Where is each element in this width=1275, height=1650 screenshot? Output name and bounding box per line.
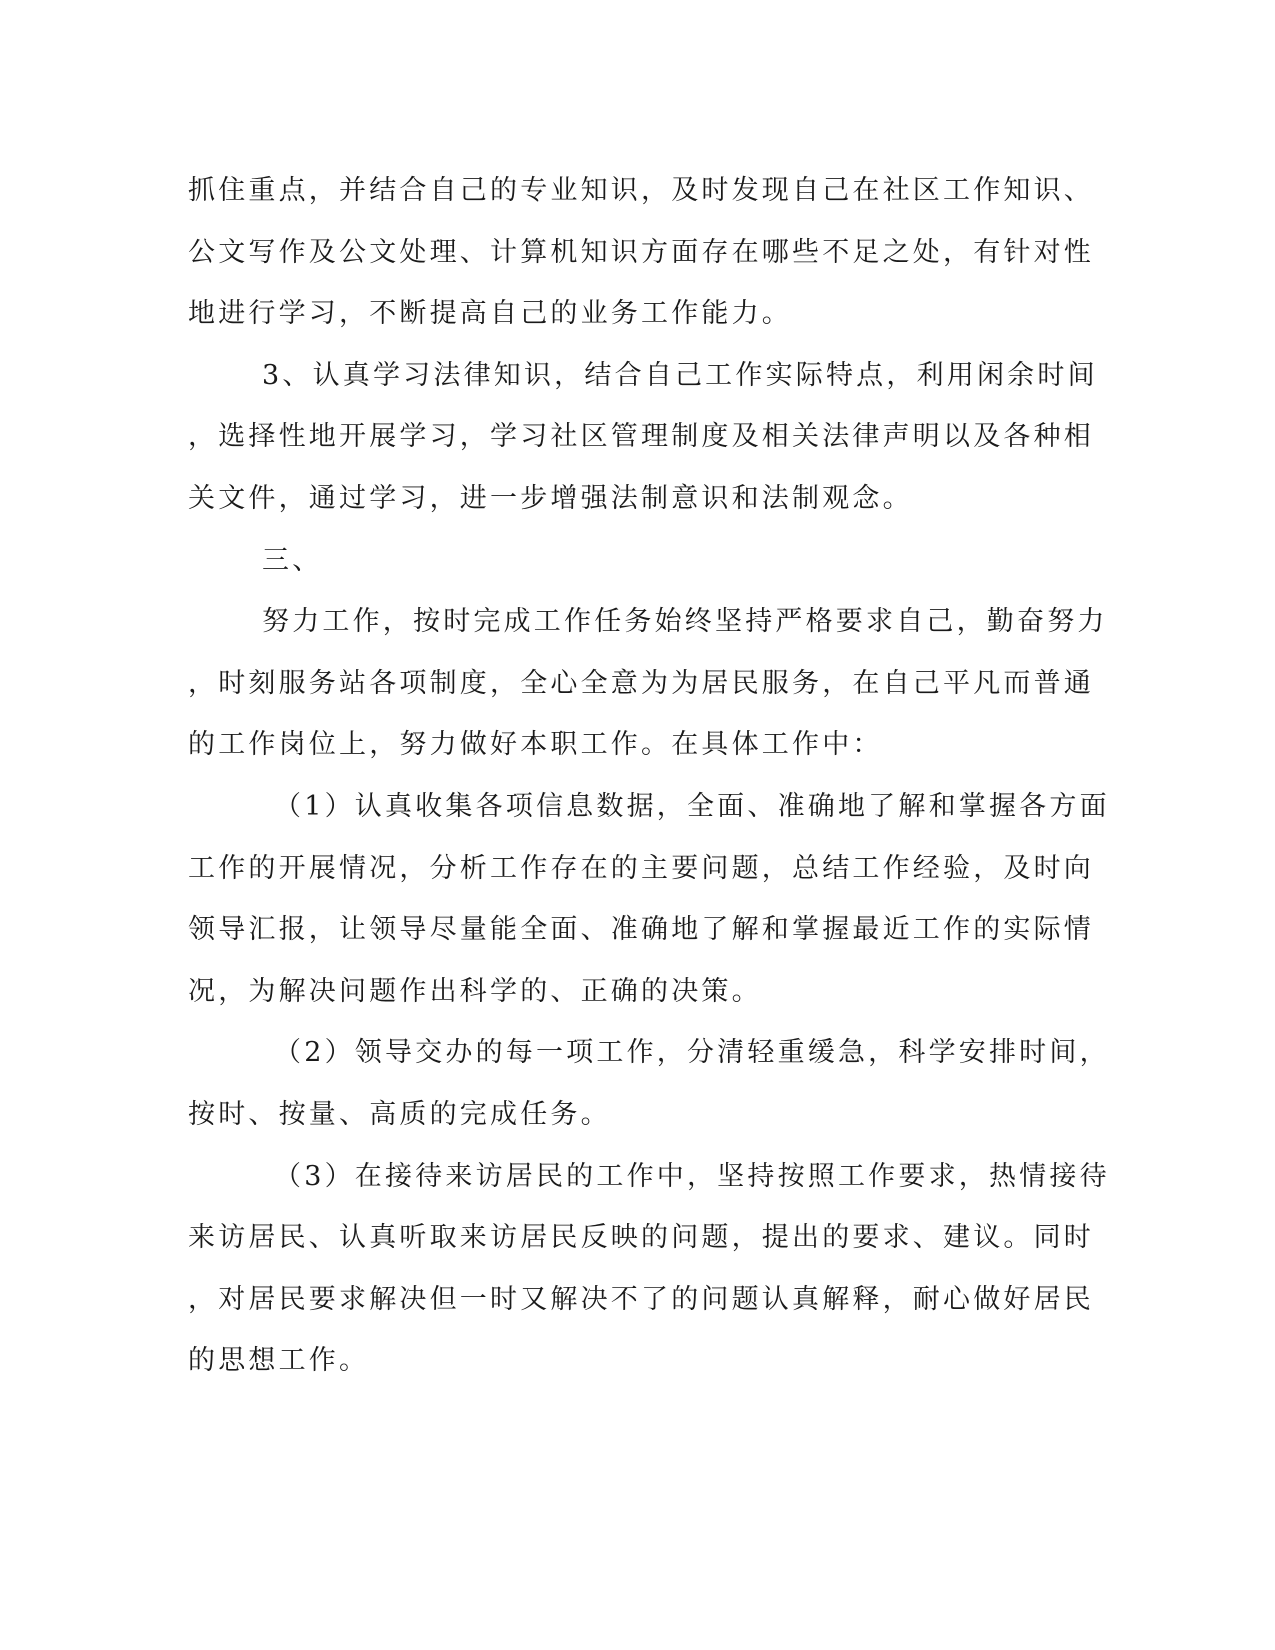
text-line: 况，为解决问题作出科学的、正确的决策。 [188,975,762,1007]
text-line: 的工作岗位上，努力做好本职工作。在具体工作中： [188,729,883,761]
text-line: 的思想工作。 [188,1345,370,1377]
paragraph-3-start: 3、认真学习法律知识，结合自己工作实际特点，利用闲余时间 [262,359,1098,391]
list-item-2-start: （2）领导交办的每一项工作，分清轻重缓急，科学安排时间， [274,1037,1110,1069]
document-body [188,160,1110,1392]
text-line: 工作的开展情况，分析工作存在的主要问题，总结工作经验，及时向 [188,852,1094,884]
text-line: 来访居民、认真听取来访居民反映的问题，提出的要求、建议。同时 [188,1222,1094,1254]
text-line: ，选择性地开展学习，学习社区管理制度及相关法律声明以及各种相 [188,421,1094,453]
text-line: ，时刻服务站各项制度，全心全意为为居民服务，在自己平凡而普通 [188,667,1094,699]
list-item-3-start: （3）在接待来访居民的工作中，坚持按照工作要求，热情接待 [274,1160,1110,1192]
text-line: 抓住重点，并结合自己的专业知识，及时发现自己在社区工作知识、 [188,175,1094,206]
paragraph-work-start: 努力工作，按时完成工作任务始终坚持严格要求自己，勤奋努力 [262,606,1108,638]
text-line: 关文件，通过学习，进一步增强法制意识和法制观念。 [188,482,913,514]
list-item-1-start: （1）认真收集各项信息数据，全面、准确地了解和掌握各方面 [274,790,1110,822]
text-line: 按时、按量、高质的完成任务。 [188,1098,611,1130]
text-line: 公文写作及公文处理、计算机知识方面存在哪些不足之处，有针对性 [188,236,1094,268]
section-heading-three: 三、 [262,544,323,576]
text-line: 领导汇报，让领导尽量能全面、准确地了解和掌握最近工作的实际情 [188,914,1094,946]
text-line: 地进行学习，不断提高自己的业务工作能力。 [188,298,792,330]
text-line: ，对居民要求解决但一时又解决不了的问题认真解释，耐心做好居民 [188,1283,1094,1315]
